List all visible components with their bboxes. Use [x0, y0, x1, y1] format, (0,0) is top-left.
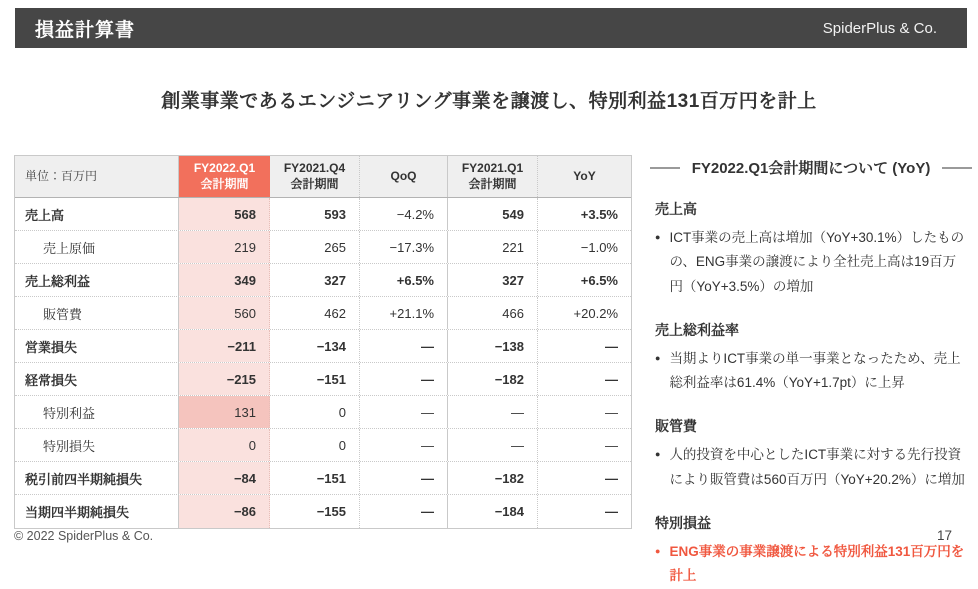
cell-qoq: −17.3%: [360, 231, 448, 263]
col-header-line: FY2022.Q1: [193, 160, 256, 175]
cell-fy2021q4: 0: [270, 429, 360, 461]
cell-fy2021q4: −151: [270, 462, 360, 494]
title-rule-left: [650, 167, 680, 169]
cell-yoy: —: [605, 338, 618, 354]
cell-fy2021q1: 221: [448, 231, 538, 263]
cell-qoq: —: [360, 330, 448, 362]
commentary-panel: [655, 157, 967, 589]
cell-fy2022q1: −84: [179, 462, 270, 494]
col-header-yoy: [538, 156, 631, 197]
bullet-icon: ●: [655, 546, 661, 557]
table-row-extraordinary-income: [15, 396, 631, 429]
col-header-line: YoY: [573, 168, 596, 183]
section-gross-margin: [655, 320, 967, 396]
cell-yoy: −1.0%: [580, 239, 618, 255]
row-label: 経常損失: [15, 363, 179, 395]
cell-yoy: —: [605, 470, 618, 486]
bullet-text: ICT事業の売上高は増加（YoY+30.1%）したものの、ENG事業の譲渡により全社売上高は19百万円（YoY+3.5%）の増加: [669, 230, 965, 294]
bullet-text: 人的投資を中心としたICT事業に対する先行投資により販管費は560百万円（YoY+20.2%）に増加: [669, 447, 965, 487]
bullet-item: [655, 540, 967, 589]
cell-fy2022q1: 560: [179, 297, 270, 329]
section-heading: 販管費: [655, 418, 697, 435]
cell-yoy: +6.5%: [580, 272, 618, 288]
cell-fy2021q4: 593: [270, 198, 360, 230]
cell-yoy: —: [605, 504, 618, 519]
cell-fy2022q1: −215: [179, 363, 270, 395]
table-row-extraordinary-loss: [15, 429, 631, 462]
cell-qoq: —: [360, 462, 448, 494]
cell-yoy: —: [605, 437, 618, 453]
table-row-gross-profit: [15, 264, 631, 297]
col-header-fy2021q1: [448, 156, 538, 197]
cell-qoq: −4.2%: [360, 198, 448, 230]
cell-fy2022q1: 219: [179, 231, 270, 263]
table-row-net-sales: [15, 198, 631, 231]
row-label: 税引前四半期純損失: [15, 462, 179, 494]
section-net-sales: [655, 199, 967, 299]
table-row-quarterly-net-loss: [15, 495, 631, 528]
income-statement-table: [14, 155, 632, 529]
cell-fy2021q4: −134: [270, 330, 360, 362]
row-label: 売上総利益: [15, 264, 179, 296]
col-header-line: 会計期間: [468, 176, 517, 191]
table-header-row: [15, 156, 631, 198]
cell-fy2021q1: −182: [448, 363, 538, 395]
bullet-item: [655, 226, 967, 299]
bullet-icon: ●: [655, 232, 661, 242]
cell-qoq: —: [360, 363, 448, 395]
col-header-fy2022q1: [179, 156, 270, 197]
col-header-line: QoQ: [390, 168, 417, 183]
cell-fy2021q1: 327: [448, 264, 538, 296]
section-sga: [655, 416, 967, 492]
col-header-qoq: [360, 156, 448, 197]
page-title: 損益計算書: [35, 19, 136, 41]
cell-fy2021q1: −182: [448, 462, 538, 494]
cell-qoq: —: [360, 429, 448, 461]
col-header-line: 会計期間: [200, 176, 249, 191]
row-label: 当期四半期純損失: [15, 495, 179, 528]
copyright-text: © 2022 SpiderPlus & Co.: [14, 529, 154, 543]
table-row-cost-of-sales: [15, 231, 631, 264]
cell-fy2021q4: 265: [270, 231, 360, 263]
title-bar: [15, 8, 967, 48]
row-label: 売上原価: [15, 231, 179, 263]
section-heading: 売上総利益率: [655, 321, 739, 338]
col-header-line: FY2021.Q1: [461, 160, 524, 175]
slide-headline: 創業事業であるエンジニアリング事業を譲渡し、特別利益131百万円を計上: [161, 91, 817, 112]
col-header-line: FY2021.Q4: [283, 160, 346, 175]
cell-qoq: —: [360, 396, 448, 428]
col-header-fy2021q4: [270, 156, 360, 197]
cell-yoy: —: [605, 404, 618, 420]
cell-yoy: —: [605, 371, 618, 387]
cell-fy2022q1: 0: [179, 429, 270, 461]
bullet-text: 当期よりICT事業の単一事業となったため、売上総利益率は61.4%（YoY+1.7pt）に上昇: [669, 350, 961, 391]
bullet-icon: ●: [655, 449, 661, 460]
row-label: 販管費: [15, 297, 179, 329]
title-rule-right: [942, 167, 972, 169]
cell-fy2021q4: −155: [270, 495, 360, 528]
panel-title: [655, 157, 967, 178]
cell-qoq: +21.1%: [360, 297, 448, 329]
bullet-icon: ●: [655, 352, 661, 363]
section-heading: 売上高: [655, 201, 697, 217]
cell-fy2022q1: 568: [179, 198, 270, 230]
table-row-operating-loss: [15, 330, 631, 363]
cell-fy2021q1: —: [448, 396, 538, 428]
row-label: 営業損失: [15, 330, 179, 362]
cell-yoy: +3.5%: [580, 206, 618, 222]
cell-fy2022q1-highlight: 131: [179, 396, 270, 428]
cell-fy2021q1: 549: [448, 198, 538, 230]
cell-fy2021q4: 0: [270, 396, 360, 428]
row-label: 特別利益: [15, 396, 179, 428]
cell-fy2021q1: —: [448, 429, 538, 461]
cell-qoq: —: [360, 495, 448, 528]
bullet-item: [655, 347, 967, 396]
table-row-ordinary-loss: [15, 363, 631, 396]
cell-fy2021q4: −151: [270, 363, 360, 395]
cell-yoy: +20.2%: [573, 305, 618, 321]
row-label: 特別損失: [15, 429, 179, 461]
cell-fy2021q1: 466: [448, 297, 538, 329]
table-row-sga: [15, 297, 631, 330]
cell-fy2022q1: −86: [179, 495, 270, 528]
bullet-item: [655, 443, 967, 492]
cell-fy2021q4: 327: [270, 264, 360, 296]
table-row-pretax-net-loss: [15, 462, 631, 495]
row-label: 売上高: [15, 198, 179, 230]
section-extraordinary: [655, 513, 967, 589]
unit-label: 単位：百万円: [15, 156, 179, 197]
brand-name: SpiderPlus & Co.: [822, 19, 937, 37]
bullet-text: ENG事業の事業譲渡による特別利益131百万円を計上: [669, 544, 965, 584]
col-header-line: 会計期間: [290, 176, 339, 191]
section-heading: 特別損益: [655, 515, 711, 532]
cell-qoq: +6.5%: [360, 264, 448, 296]
cell-fy2022q1: 349: [179, 264, 270, 296]
panel-title-text: FY2022.Q1会計期間について (YoY): [691, 160, 931, 177]
cell-fy2021q4: 462: [270, 297, 360, 329]
cell-fy2021q1: −138: [448, 330, 538, 362]
cell-fy2022q1: −211: [179, 330, 270, 362]
page-number: 17: [936, 528, 952, 543]
cell-fy2021q1: −184: [448, 495, 538, 528]
